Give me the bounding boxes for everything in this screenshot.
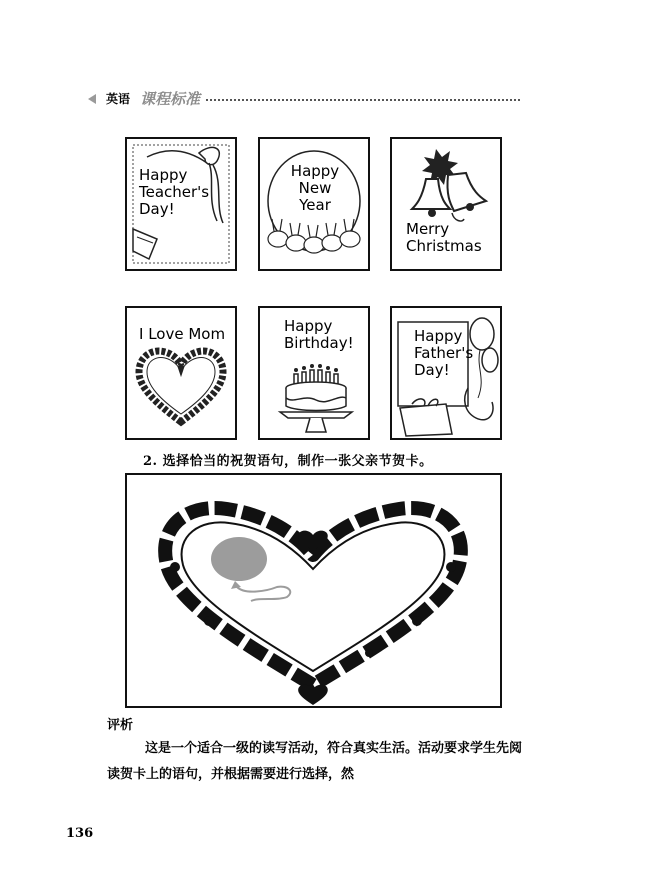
ornate-heart-frame-icon xyxy=(127,475,500,706)
balloon-icon xyxy=(211,537,290,601)
header-subject: 英语 xyxy=(106,92,131,106)
card-text: Happy Teacher's Day! xyxy=(139,166,210,218)
commentary-paragraph: 这是一个适合一级的读写活动，符合真实生活。活动要求学生先阅读贺卡上的语句，并根据需要进行选择，然 xyxy=(107,741,523,782)
card-text: I Love Mom xyxy=(139,325,226,343)
card-christmas xyxy=(390,137,502,271)
card-text: Happy New Year xyxy=(290,162,340,214)
instruction-text: 2. 选择恰当的祝贺语句，制作一张父亲节贺卡。 xyxy=(143,454,433,469)
triangle-left-icon xyxy=(88,94,96,104)
card-love-mom xyxy=(125,306,237,440)
card-new-year xyxy=(258,137,370,271)
fathers-day-card-template xyxy=(125,473,502,708)
card-text: Happy Birthday! xyxy=(284,317,354,352)
card-birthday xyxy=(258,306,370,440)
card-teachers-day xyxy=(125,137,237,271)
header-dotted-rule xyxy=(206,99,520,101)
card-text: Happy Father's Day! xyxy=(414,327,474,379)
section-label: 评析 xyxy=(107,718,134,733)
card-fathers-day xyxy=(390,306,502,440)
running-header xyxy=(88,88,520,108)
card-text: Merry Christmas xyxy=(406,220,482,255)
page-number: 136 xyxy=(66,826,94,841)
header-title: 课程标准 xyxy=(140,90,201,108)
